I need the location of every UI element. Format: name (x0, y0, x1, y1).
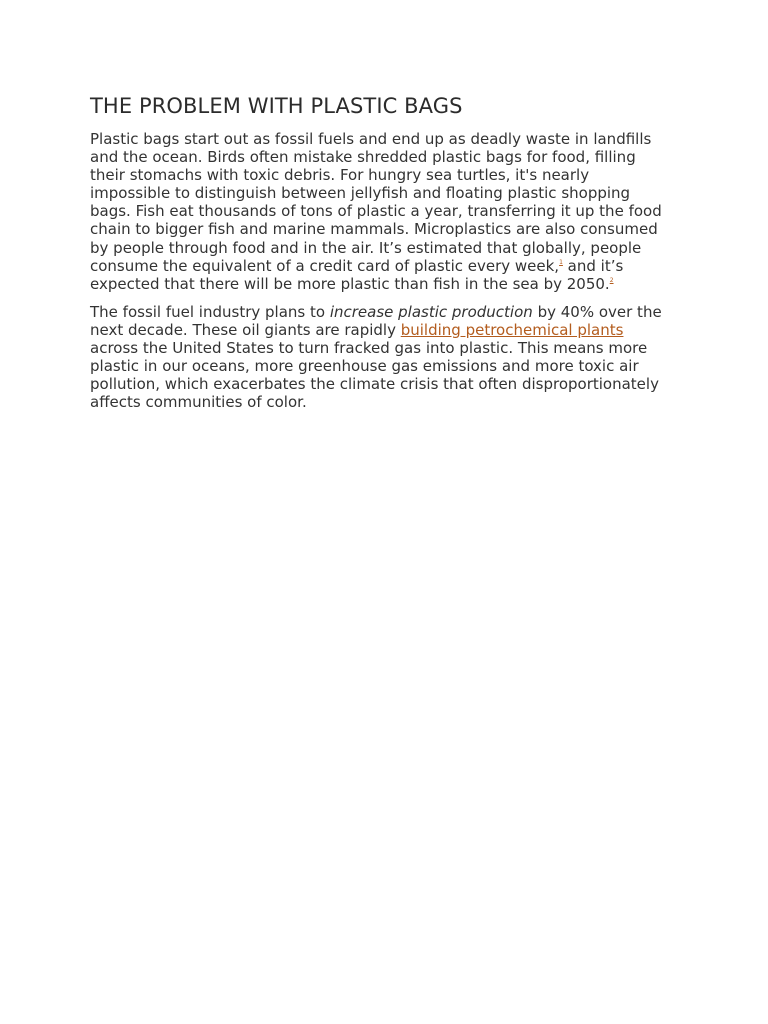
paragraph-2-text-start: The fossil fuel industry plans to (90, 302, 330, 321)
emphasis-increase-plastic-production: increase plastic production (329, 302, 533, 321)
footnote-2-link[interactable]: 2 (609, 276, 614, 284)
paragraph-2-text-middle: by 40% over the next decade. These oil giants are rapidly (90, 302, 662, 339)
article (90, 92, 670, 421)
paragraph-plastic-impact (90, 130, 670, 293)
paragraph-1-text: Plastic bags start out as fossil fuels and end up as deadly waste in landfills and the ocean. Birds often mistake shredded plastic bags for food, filling their stomachs with toxic debris. For hungry sea turtles, it's nearly impossible to distinguish between jellyfish and floating plastic shopping bags. Fish eat thousands of tons of plastic a year, transferring it up the food chain to bigger fish and marine mammals. Microplastics are also consumed by people through food and in the air. It’s estimated that globally, people consume the equivalent of a credit card of plastic every week, (90, 130, 662, 275)
paragraph-2-text-end: across the United States to turn fracked gas into plastic. This means more plastic in our oceans, more greenhouse gas emissions and more toxic air pollution, which exacerbates the climate crisis that often disproportionately affects communities of color. (90, 339, 659, 412)
footnote-2 (610, 277, 614, 284)
paragraph-1-text-continued: and it’s expected that there will be more plastic than fish in the sea by 2050. (90, 256, 624, 293)
paragraph-fossil-fuel-industry (90, 303, 670, 412)
footnote-1-link[interactable]: 1 (559, 258, 563, 266)
link-building-petrochemical-plants[interactable]: building petrochemical plants (400, 320, 624, 339)
article-title: THE PROBLEM WITH PLASTIC BAGS (90, 94, 463, 118)
